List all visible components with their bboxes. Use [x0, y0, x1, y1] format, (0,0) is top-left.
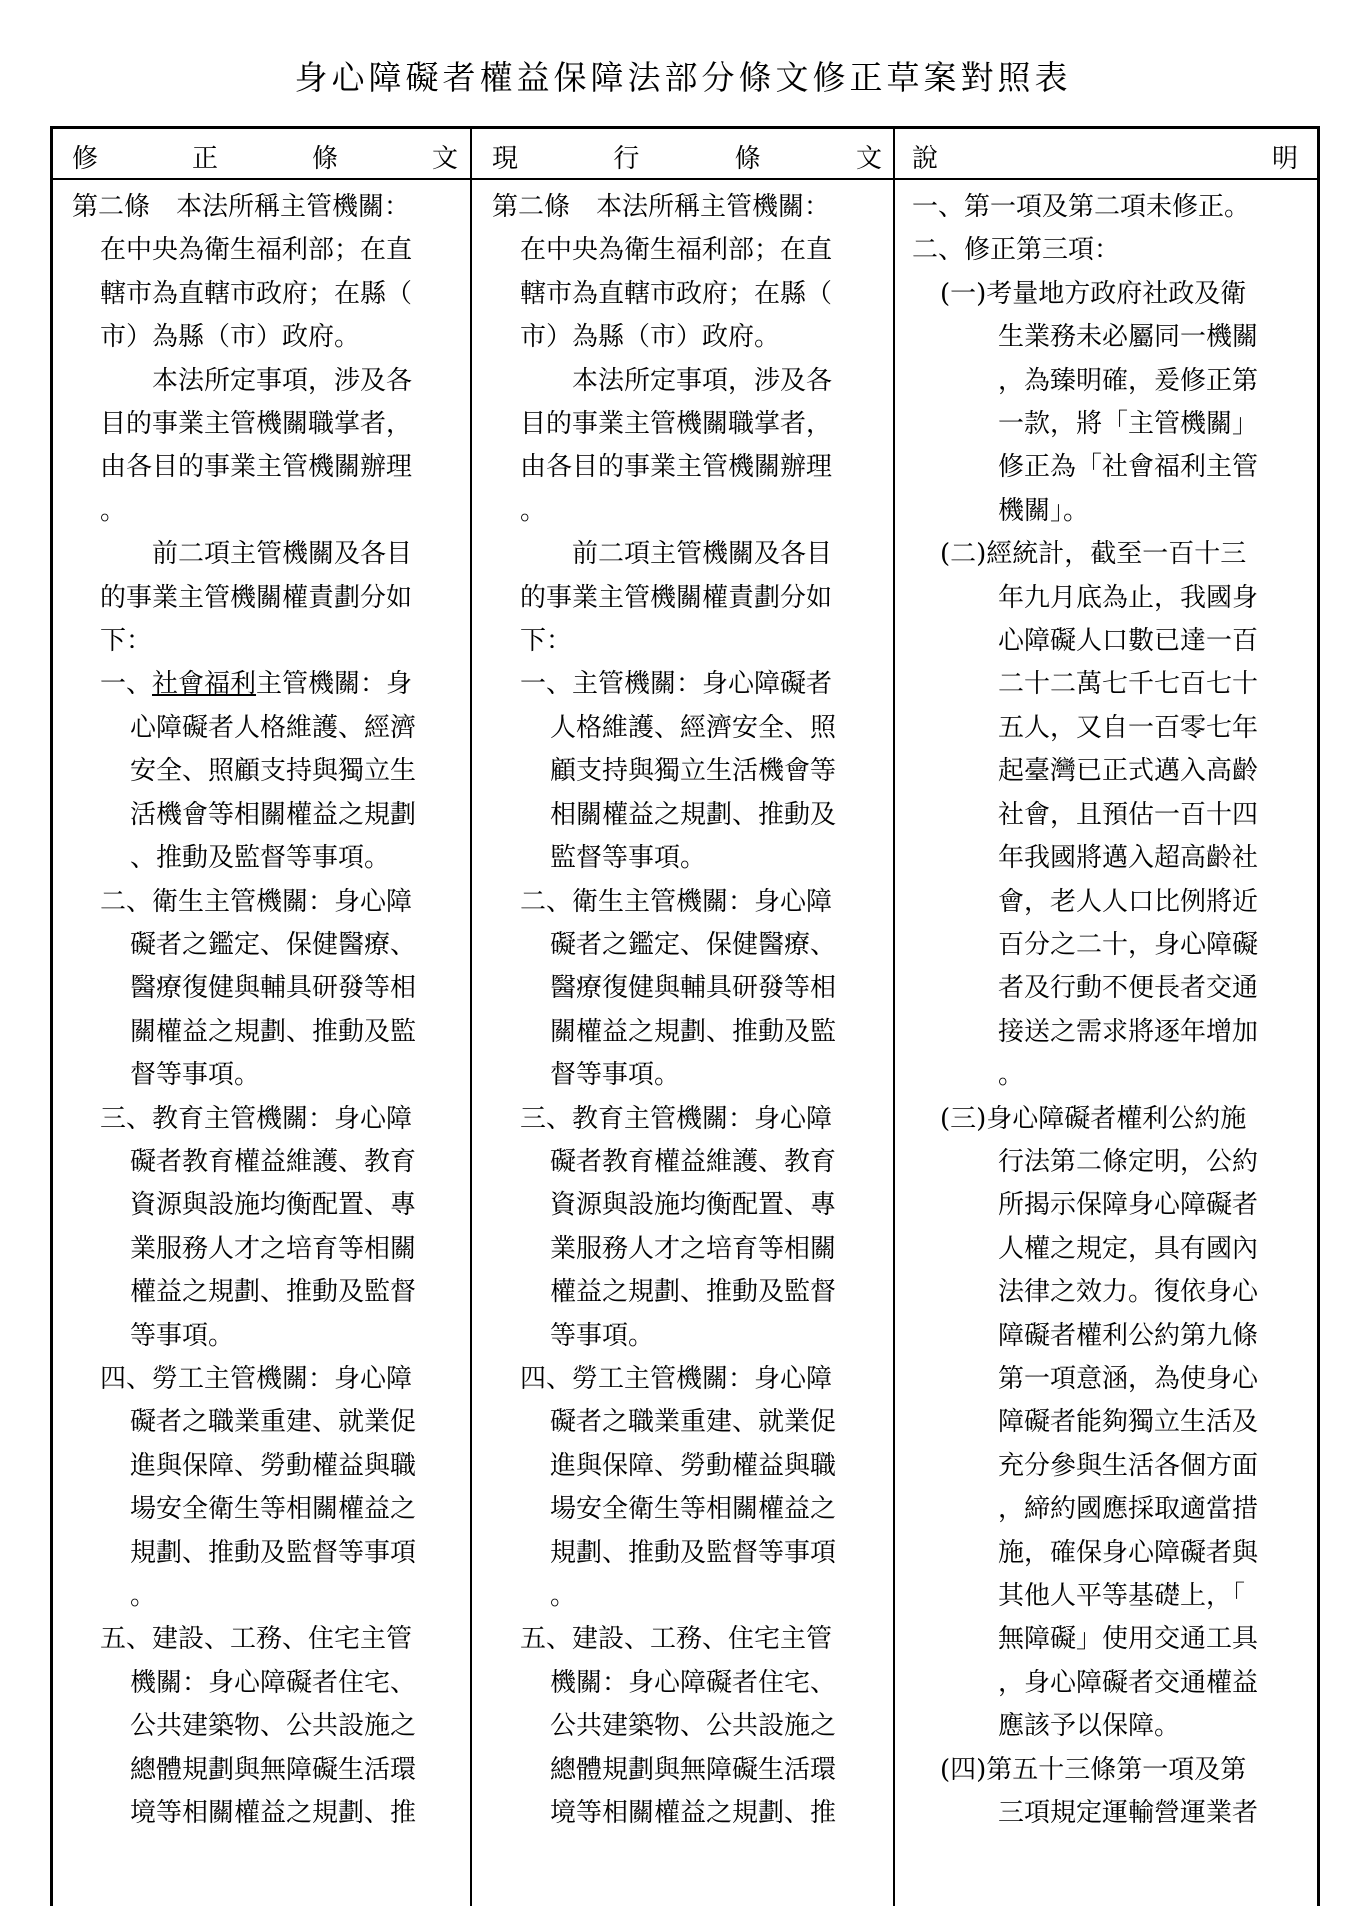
header-char: 現 — [492, 144, 519, 174]
text-line: 在中央為衛生福利部；在直 — [520, 235, 833, 266]
text-line: 由各目的事業主管機關辦理 — [100, 452, 413, 483]
text-line: 權益之規劃、推動及監督 — [130, 1277, 417, 1308]
text-line: 督等事項。 — [130, 1060, 261, 1091]
text-line: 障礙者權利公約第九條 — [998, 1320, 1259, 1351]
header-char: 文 — [855, 144, 882, 174]
text-line: 四、勞工主管機關：身心障 — [100, 1363, 413, 1394]
text-line: 下： — [100, 626, 153, 657]
text-line: 督等事項。 — [550, 1060, 681, 1091]
text-line: 。 — [100, 495, 127, 526]
underlined-amendment: 社會福利 — [152, 669, 257, 700]
text-line: 目的事業主管機關職掌者， — [100, 409, 413, 440]
text-line: 礙者之職業重建、就業促 — [550, 1407, 837, 1438]
column-divider — [893, 126, 895, 1906]
text-line: 會，老人人口比例將近 — [998, 886, 1259, 917]
header-char: 條 — [734, 144, 761, 174]
text-line: 總體規劃與無障礙生活環 — [550, 1754, 837, 1785]
text-line: 法律之效力。復依身心 — [998, 1277, 1259, 1308]
text-line: 心障礙人口數已達一百 — [998, 626, 1259, 657]
text-line: 。 — [998, 1060, 1025, 1091]
text-line: 等事項。 — [130, 1320, 235, 1351]
text-line: 行法第二條定明，公約 — [998, 1146, 1259, 1177]
text-line: 二、修正第三項： — [912, 235, 1121, 266]
text-line: 本法所定事項，涉及各 — [520, 365, 833, 396]
explanation-column — [912, 186, 1312, 1835]
text-line: 第一項意涵，為使身心 — [998, 1363, 1259, 1394]
header-char: 說 — [912, 144, 939, 174]
text-line: 規劃、推動及監督等事項 — [550, 1537, 837, 1568]
text-line: 進與保障、勞動權益與職 — [130, 1450, 417, 1481]
line-prefix: 一、 — [100, 669, 153, 700]
text-line: 等事項。 — [550, 1320, 655, 1351]
text-line: 礙者之職業重建、就業促 — [130, 1407, 417, 1438]
text-line: 。 — [550, 1581, 577, 1611]
text-line: 五、建設、工務、住宅主管 — [100, 1624, 413, 1655]
text-line: 心障礙者人格維護、經濟 — [130, 712, 417, 743]
text-line: 五人，又自一百零七年 — [998, 712, 1259, 743]
text-line: 三項規定運輸營運業者 — [998, 1798, 1259, 1829]
text-line: 醫療復健與輔具研發等相 — [550, 973, 837, 1004]
line-rest: 主管機關：身 — [256, 669, 413, 700]
text-line: 人權之規定，具有國內 — [998, 1233, 1259, 1264]
text-line: 權益之規劃、推動及監督 — [550, 1277, 837, 1308]
text-line: 二、衛生主管機關：身心障 — [520, 886, 833, 917]
page-title: 身心障礙者權益保障法部分條文修正草案對照表 — [294, 58, 1072, 97]
text-line: 。 — [130, 1581, 157, 1611]
header-char: 明 — [1271, 144, 1298, 174]
text-line: ，為臻明確，爰修正第 — [998, 365, 1259, 396]
text-line: 的事業主管機關權責劃分如 — [100, 582, 413, 613]
text-line: 者及行動不便長者交通 — [998, 973, 1259, 1004]
text-line: 起臺灣已正式邁入高齡 — [998, 756, 1259, 787]
text-line: 總體規劃與無障礙生活環 — [130, 1754, 417, 1785]
text-line: 障礙者能夠獨立生活及 — [998, 1407, 1259, 1438]
text-line: 礙者教育權益維護、教育 — [130, 1146, 417, 1177]
text-line: ，身心障礙者交通權益 — [998, 1667, 1259, 1698]
text-line: 第二條 本法所稱主管機關： — [492, 192, 831, 222]
text-line: 百分之二十，身心障礙 — [998, 929, 1259, 960]
text-line: 礙者教育權益維護、教育 — [550, 1146, 837, 1177]
header-char: 行 — [613, 144, 640, 174]
text-line: 前二項主管機關及各目 — [520, 539, 833, 570]
text-line: 業服務人才之培育等相關 — [130, 1233, 417, 1264]
text-line: 二、衛生主管機關：身心障 — [100, 886, 413, 917]
text-line: ，締約國應採取適當措 — [998, 1494, 1259, 1525]
text-line: 機關：身心障礙者住宅、 — [550, 1667, 837, 1698]
header-char: 文 — [431, 144, 458, 174]
text-line: (四)第五十三條第一項及第 — [940, 1754, 1247, 1785]
text-line: 活機會等相關權益之規劃 — [130, 799, 417, 830]
text-line: 下： — [520, 626, 573, 657]
text-line: (三)身心障礙者權利公約施 — [940, 1103, 1247, 1134]
text-line: 市）為縣（市）政府。 — [100, 322, 361, 353]
text-line: 市）為縣（市）政府。 — [520, 322, 781, 353]
text-line: 五、建設、工務、住宅主管 — [520, 1624, 833, 1655]
header-char: 修 — [72, 144, 99, 174]
text-line — [72, 663, 462, 706]
text-line: 目的事業主管機關職掌者， — [520, 409, 833, 440]
text-line: 資源與設施均衡配置、專 — [130, 1190, 417, 1221]
text-line: 公共建築物、公共設施之 — [130, 1711, 417, 1742]
header-explanation — [912, 138, 1298, 174]
text-line: 在中央為衛生福利部；在直 — [100, 235, 413, 266]
header-divider — [50, 178, 1320, 180]
text-line: 無障礙」使用交通工具 — [998, 1624, 1259, 1655]
text-line: 境等相關權益之規劃、推 — [130, 1798, 417, 1829]
text-line: 社會，且預估一百十四 — [998, 799, 1259, 830]
text-line: 業服務人才之培育等相關 — [550, 1233, 837, 1264]
text-line: 安全、照顧支持與獨立生 — [130, 756, 417, 787]
text-line: 前二項主管機關及各目 — [100, 539, 413, 570]
text-line: 修正為「社會福利主管 — [998, 452, 1259, 483]
text-line: 轄市為直轄市政府；在縣（ — [100, 278, 413, 309]
text-line: 由各目的事業主管機關辦理 — [520, 452, 833, 483]
header-char: 正 — [191, 144, 218, 174]
text-line: 的事業主管機關權責劃分如 — [520, 582, 833, 613]
text-line: 礙者之鑑定、保健醫療、 — [550, 929, 837, 960]
text-line: 轄市為直轄市政府；在縣（ — [520, 278, 833, 309]
header-current — [492, 138, 882, 174]
text-line: 充分參與生活各個方面 — [998, 1450, 1259, 1481]
text-line: 規劃、推動及監督等事項 — [130, 1537, 417, 1568]
text-line: 關權益之規劃、推動及監 — [130, 1016, 417, 1047]
text-line: 機關：身心障礙者住宅、 — [130, 1667, 417, 1698]
text-line: 人格維護、經濟安全、照 — [550, 712, 837, 743]
revised-column — [72, 186, 462, 1835]
text-line: (一)考量地方政府社政及衛 — [940, 278, 1247, 309]
text-line: 機關」。 — [998, 495, 1090, 526]
text-line: 進與保障、勞動權益與職 — [550, 1450, 837, 1481]
text-line: 公共建築物、公共設施之 — [550, 1711, 837, 1742]
header-revised — [72, 138, 458, 174]
current-column — [492, 186, 884, 1835]
text-line: 年我國將邁入超高齡社 — [998, 843, 1259, 874]
text-line: 境等相關權益之規劃、推 — [550, 1798, 837, 1829]
text-line: 三、教育主管機關：身心障 — [520, 1103, 833, 1134]
text-line: 年九月底為止，我國身 — [998, 582, 1259, 613]
text-line: 生業務未必屬同一機關 — [998, 322, 1259, 353]
text-line: 。 — [520, 495, 547, 526]
text-line: 場安全衛生等相關權益之 — [550, 1494, 837, 1525]
text-line: 所揭示保障身心障礙者 — [998, 1190, 1259, 1221]
text-line: 資源與設施均衡配置、專 — [550, 1190, 837, 1221]
text-line: 二十二萬七千七百七十 — [998, 669, 1259, 700]
text-line: 三、教育主管機關：身心障 — [100, 1103, 413, 1134]
header-char: 條 — [311, 144, 338, 174]
text-line: 礙者之鑑定、保健醫療、 — [130, 929, 417, 960]
text-line: 顧支持與獨立生活機會等 — [550, 756, 837, 787]
text-line: 本法所定事項，涉及各 — [100, 365, 413, 396]
text-line: 相關權益之規劃、推動及 — [550, 799, 837, 830]
text-line: 應該予以保障。 — [998, 1711, 1181, 1742]
text-line: 關權益之規劃、推動及監 — [550, 1016, 837, 1047]
text-line: 場安全衛生等相關權益之 — [130, 1494, 417, 1525]
text-line: 一款，將「主管機關」 — [998, 409, 1259, 440]
text-line: 一、第一項及第二項未修正。 — [912, 192, 1251, 222]
text-line: 一、主管機關：身心障礙者 — [520, 669, 833, 700]
text-line: 四、勞工主管機關：身心障 — [520, 1363, 833, 1394]
text-line: 監督等事項。 — [550, 843, 707, 874]
text-line: 第二條 本法所稱主管機關： — [72, 192, 411, 222]
text-line: 施，確保身心障礙者與 — [998, 1537, 1259, 1568]
text-line: 接送之需求將逐年增加 — [998, 1016, 1259, 1047]
text-line: 其他人平等基礎上，「 — [998, 1581, 1246, 1611]
text-line: 、推動及監督等事項。 — [130, 843, 391, 874]
text-line: 醫療復健與輔具研發等相 — [130, 973, 417, 1004]
column-divider — [470, 126, 472, 1906]
text-line: (二)經統計，截至一百十三 — [940, 539, 1247, 570]
